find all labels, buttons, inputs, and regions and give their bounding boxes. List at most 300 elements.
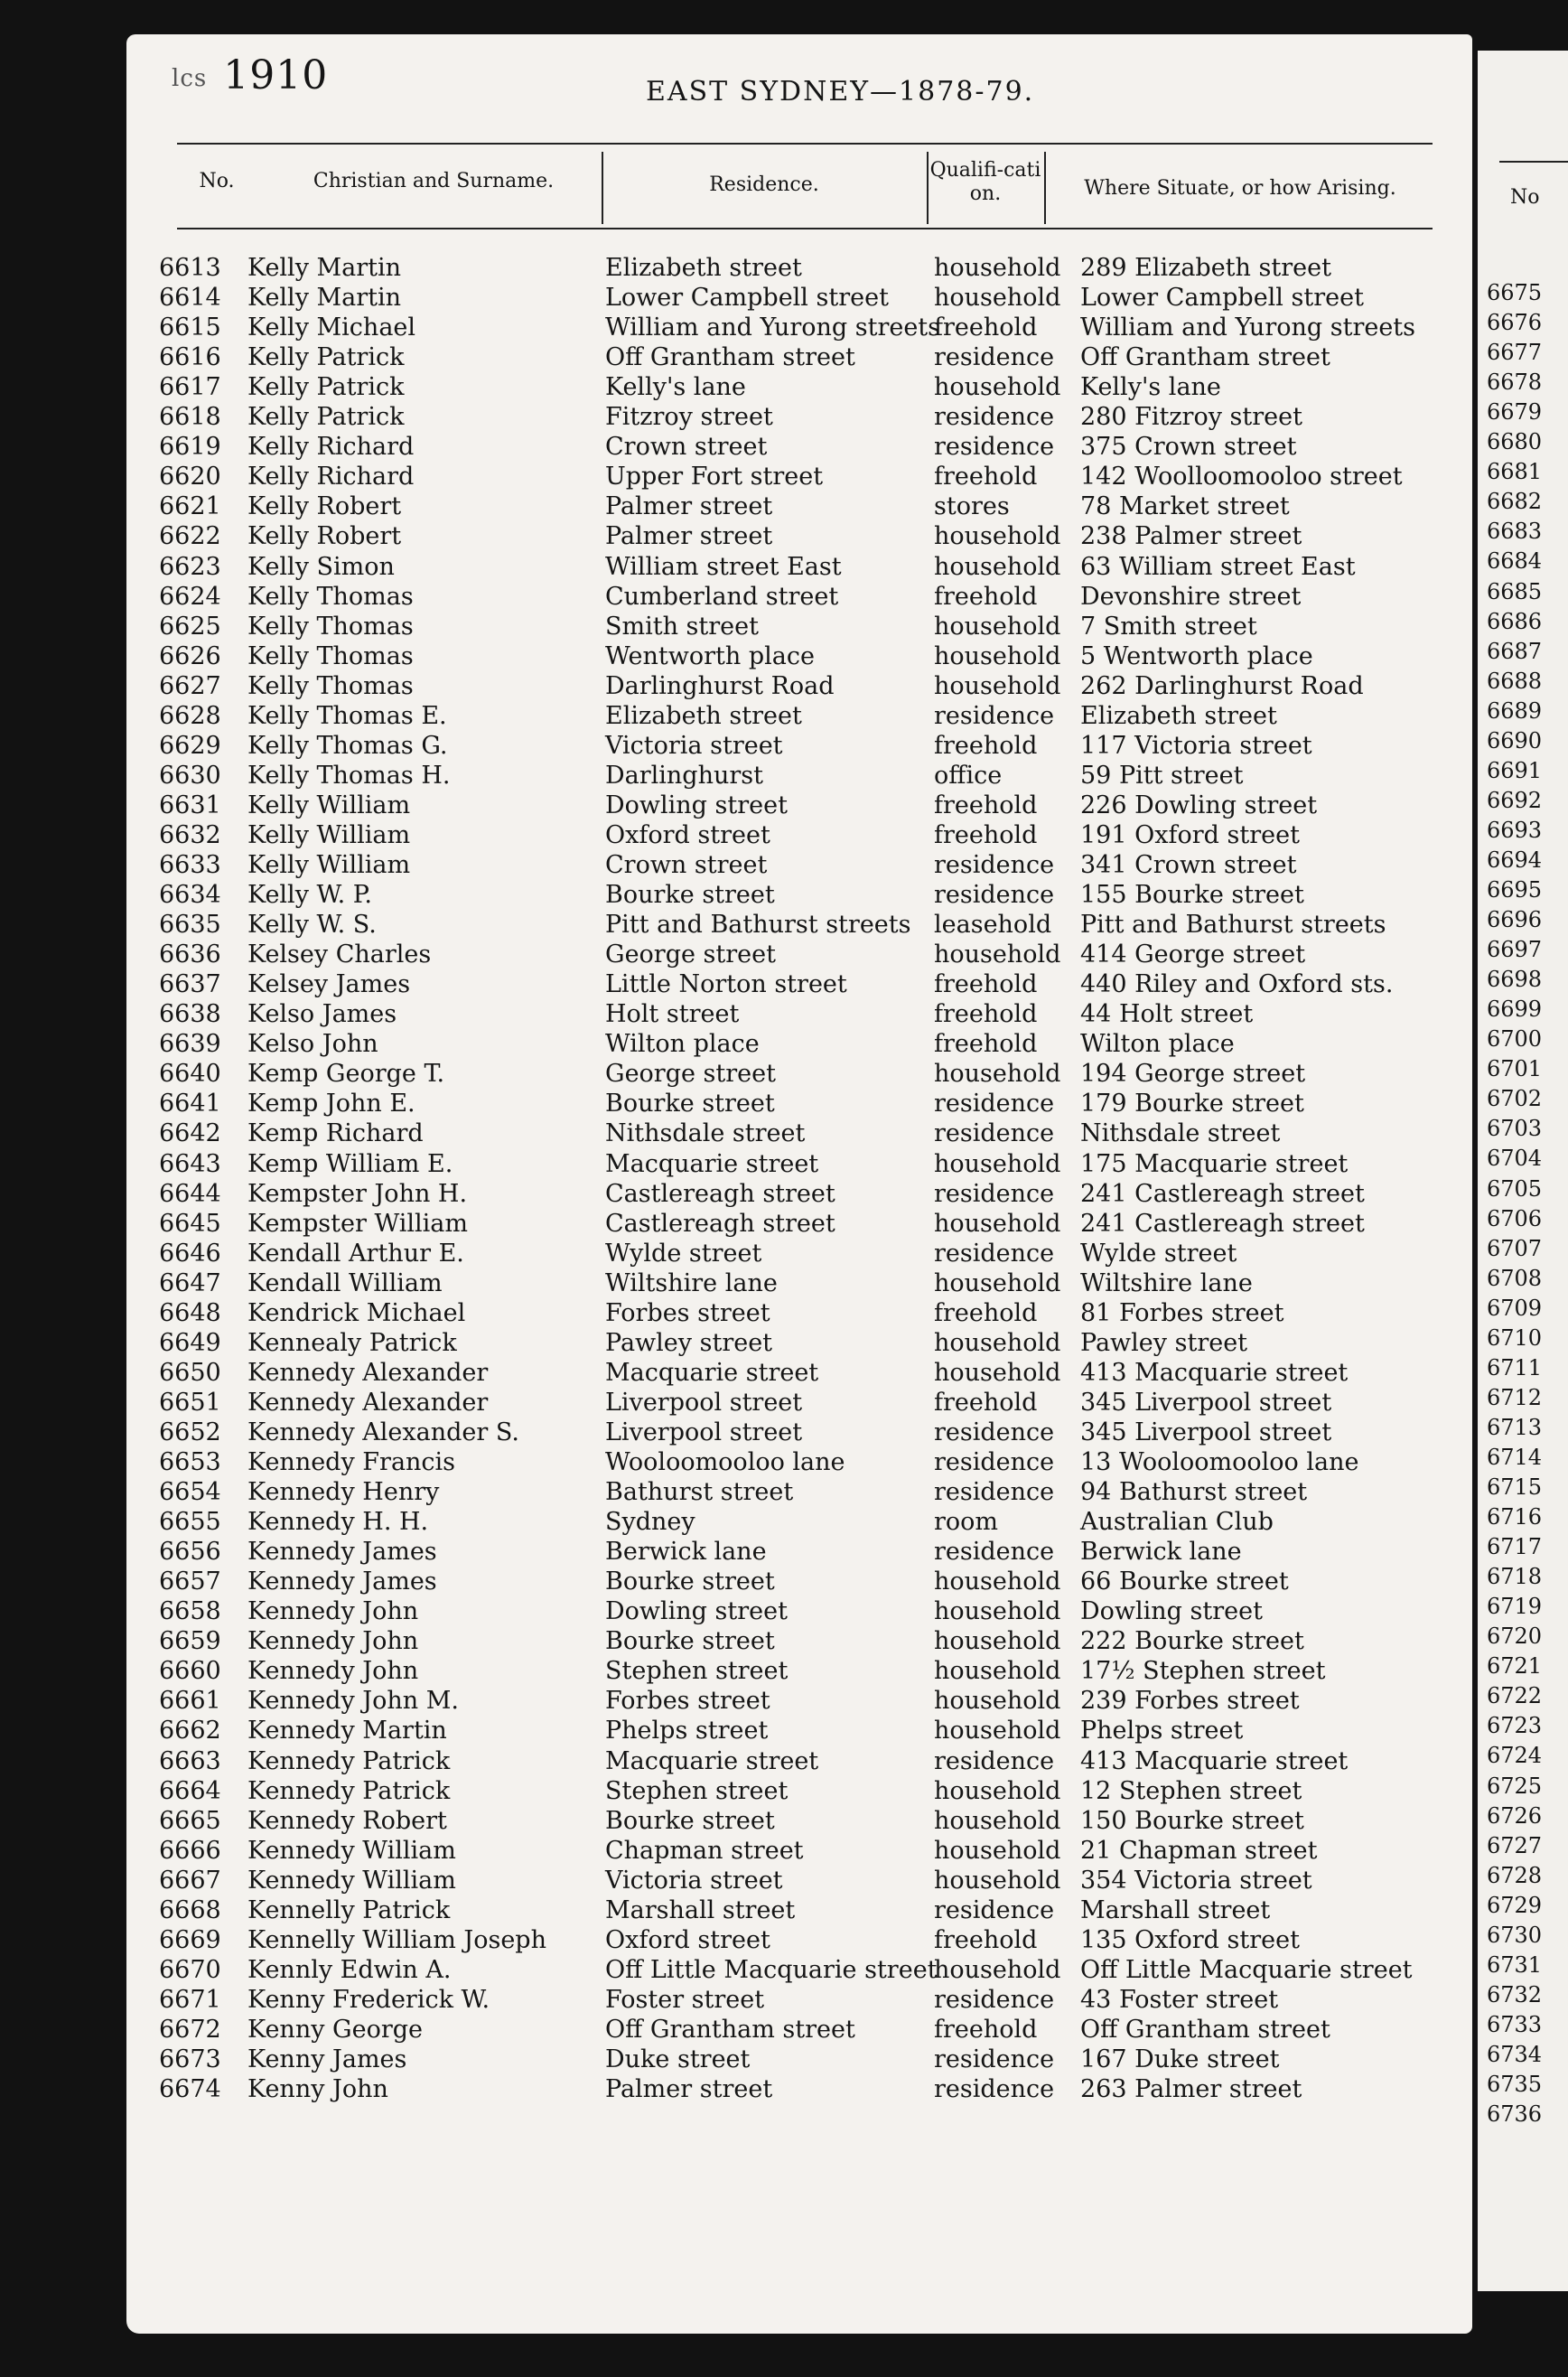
table-row: [0, 999, 1346, 1029]
entry-number: 6670: [159, 1955, 221, 1984]
table-row: [0, 1836, 1346, 1866]
entry-where: 354 Victoria street: [1080, 1866, 1312, 1895]
entry-qualification: residence: [934, 701, 1055, 730]
entry-number: 6629: [159, 731, 221, 760]
entry-where: 414 George street: [1080, 941, 1306, 969]
table-row: [0, 1537, 1346, 1567]
right-page-number: 6693: [1487, 817, 1543, 843]
entry-qualification: household: [934, 1597, 1061, 1626]
entry-number: 6651: [159, 1388, 221, 1417]
entry-name: Kennelly Patrick: [247, 1895, 451, 1924]
entry-where: 262 Darlinghurst Road: [1080, 671, 1364, 700]
entry-number: 6673: [159, 2045, 221, 2073]
entry-name: Kendrick Michael: [247, 1298, 466, 1327]
entry-residence: Dowling street: [605, 791, 788, 819]
entry-number: 6646: [159, 1239, 221, 1268]
entry-number: 6641: [159, 1090, 221, 1118]
entry-where: 413 Macquarie street: [1080, 1746, 1349, 1775]
entry-name: Kennelly William Joseph: [247, 1925, 546, 1954]
entry-where: 191 Oxford street: [1080, 820, 1300, 849]
table-row: [0, 372, 1346, 402]
entry-qualification: freehold: [934, 314, 1038, 342]
entry-number: 6613: [159, 254, 221, 282]
right-page-number: 6725: [1487, 1773, 1543, 1799]
entry-number: 6634: [159, 881, 221, 910]
entry-name: Kelly William: [247, 791, 411, 819]
right-page-number: 6696: [1487, 907, 1543, 933]
entry-qualification: residence: [934, 1090, 1055, 1118]
entry-residence: Off Grantham street: [605, 343, 855, 372]
entry-name: Kempster William: [247, 1209, 469, 1238]
right-page-number: 6708: [1487, 1265, 1543, 1291]
entry-number: 6659: [159, 1627, 221, 1656]
entry-qualification: household: [934, 1209, 1061, 1238]
entry-qualification: residence: [934, 1179, 1055, 1208]
entry-name: Kelly Michael: [247, 314, 416, 342]
right-page-number: 6678: [1487, 370, 1543, 396]
table-row: [0, 1776, 1346, 1806]
entry-number: 6645: [159, 1209, 221, 1238]
entry-number: 6671: [159, 1985, 221, 2014]
entry-where: 239 Forbes street: [1080, 1687, 1300, 1716]
entry-name: Kemp William E.: [247, 1149, 453, 1178]
right-page-number: 6695: [1487, 877, 1543, 903]
entry-number: 6647: [159, 1268, 221, 1297]
table-row: [0, 1866, 1346, 1895]
entry-residence: Dowling street: [605, 1597, 788, 1626]
entry-number: 6616: [159, 343, 221, 372]
entry-where: 194 George street: [1080, 1060, 1306, 1089]
entry-residence: Crown street: [605, 851, 768, 879]
entry-number: 6654: [159, 1478, 221, 1507]
right-page-number: 6705: [1487, 1175, 1543, 1202]
entry-qualification: freehold: [934, 970, 1038, 999]
entry-qualification: household: [934, 1866, 1061, 1895]
table-row: [0, 910, 1386, 940]
entry-where: 94 Bathurst street: [1080, 1478, 1308, 1507]
entry-name: Kemp Richard: [247, 1119, 424, 1148]
right-page-number: 6692: [1487, 787, 1543, 813]
entry-qualification: household: [934, 1776, 1061, 1805]
entry-name: Kennedy John: [247, 1657, 419, 1686]
right-page-number: 6697: [1487, 937, 1543, 963]
entry-name: Kelso James: [247, 1000, 397, 1029]
entry-number: 6648: [159, 1298, 221, 1327]
right-page-number: 6723: [1487, 1713, 1543, 1739]
entry-residence: Bourke street: [605, 1627, 775, 1656]
entry-residence: Smith street: [605, 612, 759, 641]
entry-where: Elizabeth street: [1080, 701, 1277, 730]
entry-where: 43 Foster street: [1080, 1985, 1279, 2014]
entry-residence: Bourke street: [605, 1090, 775, 1118]
right-page-number: 6734: [1487, 2041, 1543, 2067]
entry-residence: Chapman street: [605, 1836, 804, 1865]
entry-residence: Forbes street: [605, 1298, 770, 1327]
right-page-number: 6700: [1487, 1026, 1543, 1053]
header-bottom-rule: [177, 228, 1433, 229]
table-row: [0, 582, 1346, 612]
table-row: [0, 1209, 1365, 1239]
entry-name: Kennedy John: [247, 1597, 419, 1626]
entry-qualification: household: [934, 552, 1061, 581]
entry-where: 263 Palmer street: [1080, 2075, 1302, 2104]
table-row: [0, 1268, 1346, 1298]
entry-name: Kelly Thomas G.: [247, 731, 448, 760]
right-page-number: 6720: [1487, 1624, 1543, 1650]
entry-residence: Wentworth place: [605, 641, 815, 670]
entry-number: 6657: [159, 1568, 221, 1596]
entry-number: 6643: [159, 1149, 221, 1178]
col-header-residence: Residence.: [709, 173, 819, 196]
right-page-number: 6731: [1487, 1951, 1543, 1978]
entry-residence: Forbes street: [605, 1687, 770, 1716]
entry-name: Kelsey Charles: [247, 941, 432, 969]
entry-residence: Stephen street: [605, 1776, 789, 1805]
table-row: [0, 1118, 1346, 1148]
entry-where: Off Little Macquarie street: [1080, 1955, 1413, 1984]
entry-residence: George street: [605, 1060, 776, 1089]
entry-qualification: household: [934, 522, 1061, 551]
right-page-number: 6701: [1487, 1056, 1543, 1082]
entry-residence: Macquarie street: [605, 1149, 819, 1178]
entry-number: 6644: [159, 1179, 221, 1208]
entry-where: 12 Stephen street: [1080, 1776, 1302, 1805]
entry-number: 6638: [159, 1000, 221, 1029]
entry-where: 226 Dowling street: [1080, 791, 1318, 819]
entry-residence: Wilton place: [605, 1030, 760, 1059]
entry-number: 6624: [159, 582, 221, 611]
entry-number: 6668: [159, 1895, 221, 1924]
entry-qualification: household: [934, 254, 1061, 282]
table-row: [0, 1895, 1346, 1925]
entry-where: 81 Forbes street: [1080, 1298, 1284, 1327]
table-row: [0, 1089, 1346, 1118]
right-page-number: 6694: [1487, 847, 1543, 873]
right-page-number: 6726: [1487, 1802, 1543, 1829]
entry-residence: Macquarie street: [605, 1746, 819, 1775]
entry-where: Dowling street: [1080, 1597, 1263, 1626]
entry-name: Kennedy John M.: [247, 1687, 459, 1716]
entry-residence: Castlereagh street: [605, 1209, 835, 1238]
right-page-number: 6703: [1487, 1116, 1543, 1142]
entry-residence: Sydney: [605, 1508, 695, 1537]
entry-residence: George street: [605, 941, 776, 969]
entry-number: 6621: [159, 492, 221, 521]
entry-residence: Victoria street: [605, 731, 783, 760]
right-page-number: 6716: [1487, 1504, 1543, 1530]
right-page-number: 6729: [1487, 1892, 1543, 1918]
entry-where: 375 Crown street: [1080, 433, 1297, 462]
entry-name: Kennedy Alexander: [247, 1388, 489, 1417]
table-row: [0, 1388, 1346, 1418]
entry-where: 241 Castlereagh street: [1080, 1209, 1365, 1238]
entry-name: Kenny Frederick W.: [247, 1985, 490, 2014]
table-row: [0, 1686, 1346, 1716]
entry-where: 345 Liverpool street: [1080, 1388, 1332, 1417]
right-page-number: 6684: [1487, 548, 1543, 575]
entry-name: Kennedy Alexander S.: [247, 1418, 519, 1446]
entry-residence: Little Norton street: [605, 970, 847, 999]
entry-where: 413 Macquarie street: [1080, 1358, 1349, 1387]
entry-number: 6617: [159, 373, 221, 402]
col-header-name: Christian and Surname.: [313, 170, 555, 192]
entry-residence: Foster street: [605, 1985, 765, 2014]
table-row: [0, 1656, 1346, 1686]
entry-qualification: residence: [934, 1895, 1055, 1924]
right-page-number: 6724: [1487, 1743, 1543, 1769]
entry-residence: William and Yurong streets: [605, 314, 941, 342]
col-header-qualification: Qualifi-cation.: [929, 159, 1041, 205]
entry-name: Kennealy Patrick: [247, 1328, 457, 1357]
entry-qualification: freehold: [934, 1925, 1038, 1954]
entry-name: Kennedy William: [247, 1866, 456, 1895]
entry-number: 6622: [159, 522, 221, 551]
entry-qualification: household: [934, 1657, 1061, 1686]
entry-qualification: household: [934, 1955, 1061, 1984]
entry-qualification: freehold: [934, 731, 1038, 760]
entry-name: Kennedy Patrick: [247, 1746, 451, 1775]
right-page-number: 6706: [1487, 1205, 1543, 1231]
entry-where: Pawley street: [1080, 1328, 1248, 1357]
entry-residence: Oxford street: [605, 1925, 770, 1954]
right-page-number: 6691: [1487, 757, 1543, 783]
entry-where: 7 Smith street: [1080, 612, 1257, 641]
entry-residence: Palmer street: [605, 492, 773, 521]
entry-residence: Lower Campbell street: [605, 284, 889, 313]
table-row: [0, 2045, 1346, 2074]
entry-number: 6664: [159, 1776, 221, 1805]
entry-residence: Darlinghurst: [605, 761, 763, 790]
table-row: [0, 1298, 1346, 1328]
entry-residence: Duke street: [605, 2045, 751, 2073]
entry-where: Nithsdale street: [1080, 1119, 1281, 1148]
entry-qualification: household: [934, 1836, 1061, 1865]
entry-qualification: residence: [934, 881, 1055, 910]
right-page-number: 6698: [1487, 967, 1543, 993]
entry-name: Kempster John H.: [247, 1179, 468, 1208]
entry-where: Wiltshire lane: [1080, 1268, 1253, 1297]
right-page-number: 6736: [1487, 2101, 1543, 2128]
table-row: [0, 462, 1403, 491]
col-header-where: Where Situate, or how Arising.: [1084, 177, 1396, 200]
entry-residence: Nithsdale street: [605, 1119, 806, 1148]
entry-where: 175 Macquarie street: [1080, 1149, 1349, 1178]
entry-name: Kennedy Francis: [247, 1448, 456, 1476]
entry-qualification: household: [934, 1687, 1061, 1716]
table-row: [0, 641, 1346, 671]
entry-number: 6662: [159, 1717, 221, 1745]
table-row: [0, 1985, 1346, 2015]
entry-qualification: freehold: [934, 2015, 1038, 2044]
right-page-number: 6710: [1487, 1324, 1543, 1351]
entry-name: Kelly Thomas: [247, 582, 414, 611]
entry-name: Kennedy William: [247, 1836, 456, 1865]
entry-residence: Stephen street: [605, 1657, 789, 1686]
table-row: [0, 1955, 1413, 1985]
entry-name: Kennedy Martin: [247, 1717, 447, 1745]
entry-residence: Phelps street: [605, 1717, 769, 1745]
page-prefix: lcs: [172, 64, 208, 92]
entry-residence: Bathurst street: [605, 1478, 794, 1507]
entry-number: 6665: [159, 1806, 221, 1835]
entry-where: Wylde street: [1080, 1239, 1237, 1268]
entry-name: Kendall Arthur E.: [247, 1239, 464, 1268]
entry-qualification: residence: [934, 433, 1055, 462]
entry-name: Kelly Richard: [247, 463, 415, 491]
table-row: [0, 342, 1346, 372]
table-row: [0, 402, 1346, 432]
page-title: EAST SYDNEY—1878-79.: [646, 76, 1035, 108]
entry-residence: Off Grantham street: [605, 2015, 855, 2044]
entry-name: Kelly Thomas H.: [247, 761, 451, 790]
entry-residence: William street East: [605, 552, 842, 581]
entry-name: Kelly William: [247, 820, 411, 849]
entry-qualification: household: [934, 1627, 1061, 1656]
table-row: [0, 283, 1364, 313]
entry-name: Kelly Robert: [247, 522, 402, 551]
entry-number: 6630: [159, 761, 221, 790]
entry-where: 440 Riley and Oxford sts.: [1080, 970, 1394, 999]
table-row: [0, 313, 1416, 342]
entry-qualification: household: [934, 612, 1061, 641]
entry-residence: Marshall street: [605, 1895, 796, 1924]
table-row: [0, 1179, 1365, 1209]
entry-name: Kennedy Alexander: [247, 1358, 489, 1387]
entry-name: Kelly Patrick: [247, 403, 405, 432]
entry-residence: Oxford street: [605, 820, 770, 849]
table-row: [0, 1806, 1346, 1836]
entry-qualification: residence: [934, 343, 1055, 372]
table-row: [0, 1596, 1346, 1626]
right-page-number: 6680: [1487, 429, 1543, 455]
entry-where: 44 Holt street: [1080, 1000, 1254, 1029]
right-page-number: 6709: [1487, 1295, 1543, 1321]
entry-residence: Kelly's lane: [605, 373, 746, 402]
table-row: [0, 2015, 1346, 2045]
entry-residence: Wylde street: [605, 1239, 762, 1268]
table-row: [0, 850, 1346, 880]
entry-name: Kelly Richard: [247, 433, 415, 462]
entry-where: Devonshire street: [1080, 582, 1302, 611]
entry-number: 6618: [159, 403, 221, 432]
entry-number: 6623: [159, 552, 221, 581]
entry-qualification: freehold: [934, 820, 1038, 849]
entry-name: Kenny John: [247, 2075, 388, 2104]
entry-qualification: residence: [934, 1119, 1055, 1148]
entry-qualification: household: [934, 671, 1061, 700]
entry-residence: Upper Fort street: [605, 463, 824, 491]
entry-number: 6666: [159, 1836, 221, 1865]
right-page-number: 6686: [1487, 608, 1543, 634]
entry-where: 63 William street East: [1080, 552, 1356, 581]
entry-name: Kennedy James: [247, 1568, 437, 1596]
entry-qualification: residence: [934, 403, 1055, 432]
entry-number: 6650: [159, 1358, 221, 1387]
entry-residence: Pawley street: [605, 1328, 773, 1357]
right-page-number: 6690: [1487, 727, 1543, 753]
entry-residence: Elizabeth street: [605, 254, 802, 282]
right-page-number: 6707: [1487, 1235, 1543, 1261]
entry-qualification: household: [934, 1268, 1061, 1297]
table-row: [0, 1358, 1349, 1388]
entry-residence: Bourke street: [605, 1806, 775, 1835]
entry-qualification: residence: [934, 1448, 1055, 1476]
right-page-number: 6719: [1487, 1594, 1543, 1620]
entry-residence: Elizabeth street: [605, 701, 802, 730]
entry-name: Kelly Thomas: [247, 671, 414, 700]
entry-number: 6615: [159, 314, 221, 342]
table-row: [0, 552, 1356, 582]
entry-number: 6627: [159, 671, 221, 700]
entry-qualification: residence: [934, 1239, 1055, 1268]
entry-name: Kennedy John: [247, 1627, 419, 1656]
entry-where: 150 Bourke street: [1080, 1806, 1304, 1835]
entry-where: 167 Duke street: [1080, 2045, 1280, 2073]
entry-where: Wilton place: [1080, 1030, 1235, 1059]
entry-residence: Macquarie street: [605, 1358, 819, 1387]
entry-qualification: freehold: [934, 1388, 1038, 1417]
entry-qualification: office: [934, 761, 1003, 790]
entry-qualification: residence: [934, 1538, 1055, 1567]
entry-where: Lower Campbell street: [1080, 284, 1364, 313]
entry-number: 6620: [159, 463, 221, 491]
entry-where: Off Grantham street: [1080, 2015, 1330, 2044]
entry-where: 117 Victoria street: [1080, 731, 1312, 760]
entry-residence: Wooloomooloo lane: [605, 1448, 845, 1476]
entry-number: 6653: [159, 1448, 221, 1476]
table-row: [0, 1029, 1346, 1059]
right-page-number: 6718: [1487, 1564, 1543, 1590]
entry-residence: Bourke street: [605, 881, 775, 910]
table-row: [0, 731, 1346, 761]
entry-residence: Fitzroy street: [605, 403, 773, 432]
right-page-number: 6679: [1487, 399, 1543, 426]
entry-qualification: household: [934, 284, 1061, 313]
right-page-number: 6728: [1487, 1862, 1543, 1888]
right-page-number: 6717: [1487, 1534, 1543, 1560]
entry-name: Kelly Thomas: [247, 641, 414, 670]
table-row: [0, 880, 1346, 910]
table-row: [0, 1746, 1349, 1776]
entry-number: 6667: [159, 1866, 221, 1895]
entry-number: 6614: [159, 284, 221, 313]
entry-qualification: freehold: [934, 1298, 1038, 1327]
right-page-number: 6687: [1487, 638, 1543, 664]
entry-name: Kennly Edwin A.: [247, 1955, 452, 1984]
entry-where: 280 Fitzroy street: [1080, 403, 1302, 432]
entry-qualification: household: [934, 1149, 1061, 1178]
right-page-number: 6685: [1487, 578, 1543, 604]
right-page-number: 6730: [1487, 1922, 1543, 1948]
right-page-number: 6735: [1487, 2072, 1543, 2097]
entry-where: Berwick lane: [1080, 1538, 1242, 1567]
entry-qualification: residence: [934, 1418, 1055, 1446]
table-row: [0, 491, 1346, 521]
table-row: [0, 940, 1346, 969]
entry-residence: Berwick lane: [605, 1538, 767, 1567]
entry-number: 6632: [159, 820, 221, 849]
entry-residence: Cumberland street: [605, 582, 839, 611]
entry-residence: Liverpool street: [605, 1388, 803, 1417]
entry-residence: Bourke street: [605, 1568, 775, 1596]
table-row: [0, 1925, 1346, 1955]
entry-number: 6655: [159, 1508, 221, 1537]
entry-residence: Castlereagh street: [605, 1179, 835, 1208]
right-page-number: 6713: [1487, 1414, 1543, 1440]
entry-where: 241 Castlereagh street: [1080, 1179, 1365, 1208]
entry-name: Kelly W. S.: [247, 911, 377, 940]
entry-number: 6626: [159, 641, 221, 670]
